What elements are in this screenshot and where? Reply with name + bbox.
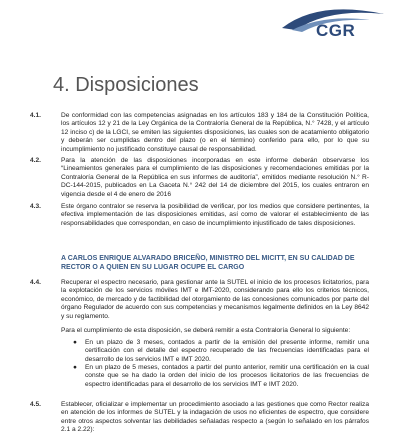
paragraph-text: Recuperar el espectro necesario, para gestionar ante la SUTEL el inicio de los procesos licitatorios, para la explotación de los servicios móviles IMT e IMT-2020, considerando para ello los criterios técnicos, económico, de mercado y de factibilidad del otorgamiento de las concesiones comunicados por parte del órgano Regulador de acuerdo con sus competencias y mecanismos legalmente definidos en la Ley 8642 y su reglamento.: [61, 279, 369, 320]
paragraph-text: Establecer, oficializar e implementar un procedimiento asociado a las gestiones que como Rector realiza en atención de los informes de SUTEL y la indagación de usos no eficientes de espectro, que considere entre otros aspectos solventar las debilidades señaladas respecto a (según lo señalado en los párrafos 2.1 a 2.22):: [61, 401, 369, 434]
paragraph-text: Este órgano contralor se reserva la posibilidad de verificar, por los medios que considere pertinentes, la efectiva implementación de las disposiciones emitidas, así como de valorar el establecimiento de las responsabilidades que correspondan, en caso de incumplimiento injustificado de tales disposiciones.: [61, 203, 369, 227]
paragraph-number: 4.2.: [30, 157, 41, 164]
logo-text: CGR: [316, 21, 356, 40]
paragraph-number: 4.4.: [30, 279, 41, 286]
page-title: 4. Disposiciones: [53, 74, 199, 96]
paragraph-number: 4.5.: [30, 401, 41, 408]
bullet-marker: ●: [73, 364, 77, 371]
section-heading: A CARLOS ENRIQUE ALVARADO BRICEÑO, MINISTRO DEL MICITT, EN SU CALIDAD DE RECTOR O A QUIEN EN SU LUGAR OCUPE EL CARGO: [61, 255, 355, 272]
compliance-intro: Para el cumplimiento de esta disposición, se deberá remitir a esta Contraloría General lo siguiente:: [61, 327, 351, 334]
paragraph-text: De conformidad con las competencias asignadas en los artículos 183 y 184 de la Constitución Política, los artículos 12 y 21 de la Ley Orgánica de la Contraloría General de la República, N.° 7428, y el artículo 12 inciso c) de la LGCI, se emiten las siguientes disposiciones, las cuales son de acatamiento obligatorio y deberán ser cumplidas dentro del plazo (o en el término) conferido para ello, por lo que su incumplimiento no justificado constituye causal de responsabilidad.: [61, 112, 369, 153]
list-item: [73, 364, 369, 389]
list-item: [73, 339, 369, 364]
paragraph-number: 4.3.: [30, 203, 41, 210]
paragraph-number: 4.1.: [30, 112, 41, 119]
bullet-marker: ●: [73, 339, 77, 346]
bullet-text: En un plazo de 5 meses, contados a partir del punto anterior, remitir una certificación en la cual conste que se ha dado la orden del inicio de los procesos licitatorios de las frecuencias de espectro identificadas para el desarrollo de los servicios IMT e IMT 2020.: [85, 364, 369, 388]
paragraph-text: Para la atención de las disposiciones incorporadas en este informe deberán observarse los “Lineamientos generales para el cumplimiento de las disposiciones y recomendaciones emitidas por la Contraloría General de la República en sus informes de auditoría”, emitidos mediante resolución N.° R-DC-144-2015, publicados en La Gaceta N.° 242 del 14 de diciembre del 2015, los cuales entraron en vigencia desde el 4 de enero de 2016: [61, 157, 369, 198]
bullet-text: En un plazo de 3 meses, contados a partir de la emisión del presente informe, remitir una certificación con el detalle del espectro recuperado de las frecuencias identificadas para el desarrollo de los servicios IMT e IMT 2020.: [85, 339, 369, 363]
